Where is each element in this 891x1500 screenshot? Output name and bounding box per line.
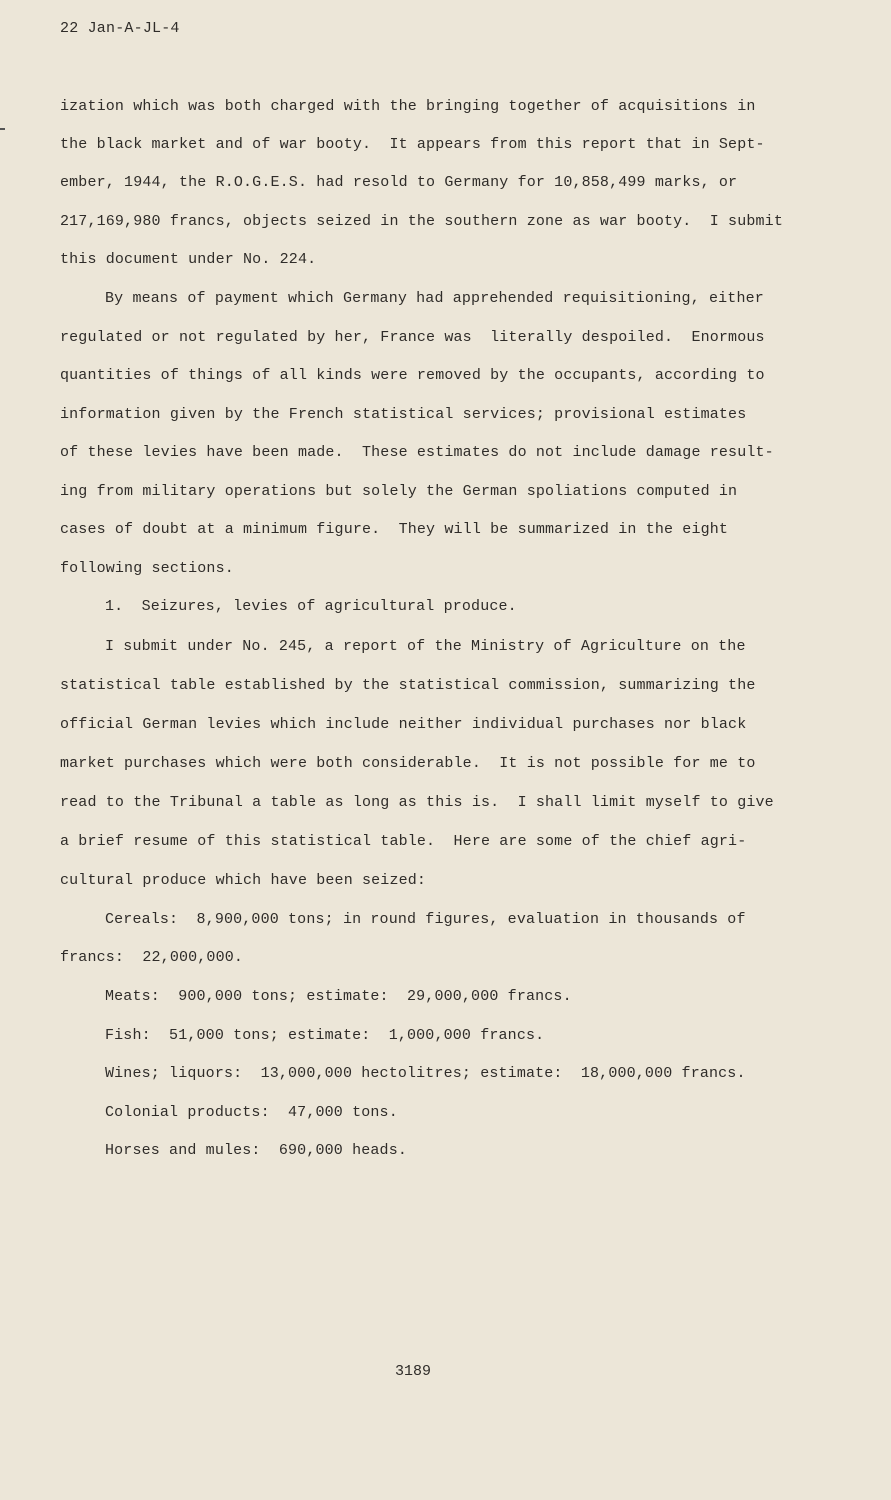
produce-entry: Cereals: 8,900,000 tons; in round figures, evaluation in thousands of xyxy=(105,911,746,928)
text-line: market purchases which were both considerable. It is not possible for me to xyxy=(60,755,756,772)
produce-entry: Horses and mules: 690,000 heads. xyxy=(105,1142,407,1159)
page-number: 3189 xyxy=(395,1363,432,1380)
produce-entry: Fish: 51,000 tons; estimate: 1,000,000 francs. xyxy=(105,1027,545,1044)
text-line: ing from military operations but solely the German spoliations computed in xyxy=(60,483,738,500)
text-line: cases of doubt at a minimum figure. They will be summarized in the eight xyxy=(60,521,729,538)
text-line: a brief resume of this statistical table. Here are some of the chief agri- xyxy=(60,833,747,850)
section-heading: 1. Seizures, levies of agricultural produce. xyxy=(105,598,517,615)
text-line: official German levies which include neither individual purchases nor black xyxy=(60,716,747,733)
text-line: ization which was both charged with the bringing together of acquisitions in xyxy=(60,98,756,115)
text-line: 217,169,980 francs, objects seized in the southern zone as war booty. I submit xyxy=(60,213,783,230)
text-line: the black market and of war booty. It appears from this report that in Sept- xyxy=(60,136,765,153)
margin-mark xyxy=(0,128,5,130)
produce-entry: Wines; liquors: 13,000,000 hectolitres; estimate: 18,000,000 francs. xyxy=(105,1065,746,1082)
text-line: this document under No. 224. xyxy=(60,251,317,268)
produce-entry: francs: 22,000,000. xyxy=(60,949,244,966)
text-line: I submit under No. 245, a report of the Ministry of Agriculture on the xyxy=(105,638,746,655)
produce-entry: Meats: 900,000 tons; estimate: 29,000,000 francs. xyxy=(105,988,572,1005)
document-reference: 22 Jan-A-JL-4 xyxy=(60,20,180,37)
text-line: By means of payment which Germany had apprehended requisitioning, either xyxy=(105,290,764,307)
produce-entry: Colonial products: 47,000 tons. xyxy=(105,1104,398,1121)
text-line: ember, 1944, the R.O.G.E.S. had resold to Germany for 10,858,499 marks, or xyxy=(60,174,738,191)
text-line: statistical table established by the statistical commission, summarizing the xyxy=(60,677,756,694)
text-line: of these levies have been made. These estimates do not include damage result- xyxy=(60,444,774,461)
text-line: following sections. xyxy=(60,560,234,577)
text-line: quantities of things of all kinds were removed by the occupants, according to xyxy=(60,367,765,384)
text-line: information given by the French statistical services; provisional estimates xyxy=(60,406,747,423)
text-line: cultural produce which have been seized: xyxy=(60,872,427,889)
text-line: read to the Tribunal a table as long as this is. I shall limit myself to give xyxy=(60,794,774,811)
text-line: regulated or not regulated by her, France was literally despoiled. Enormous xyxy=(60,329,765,346)
